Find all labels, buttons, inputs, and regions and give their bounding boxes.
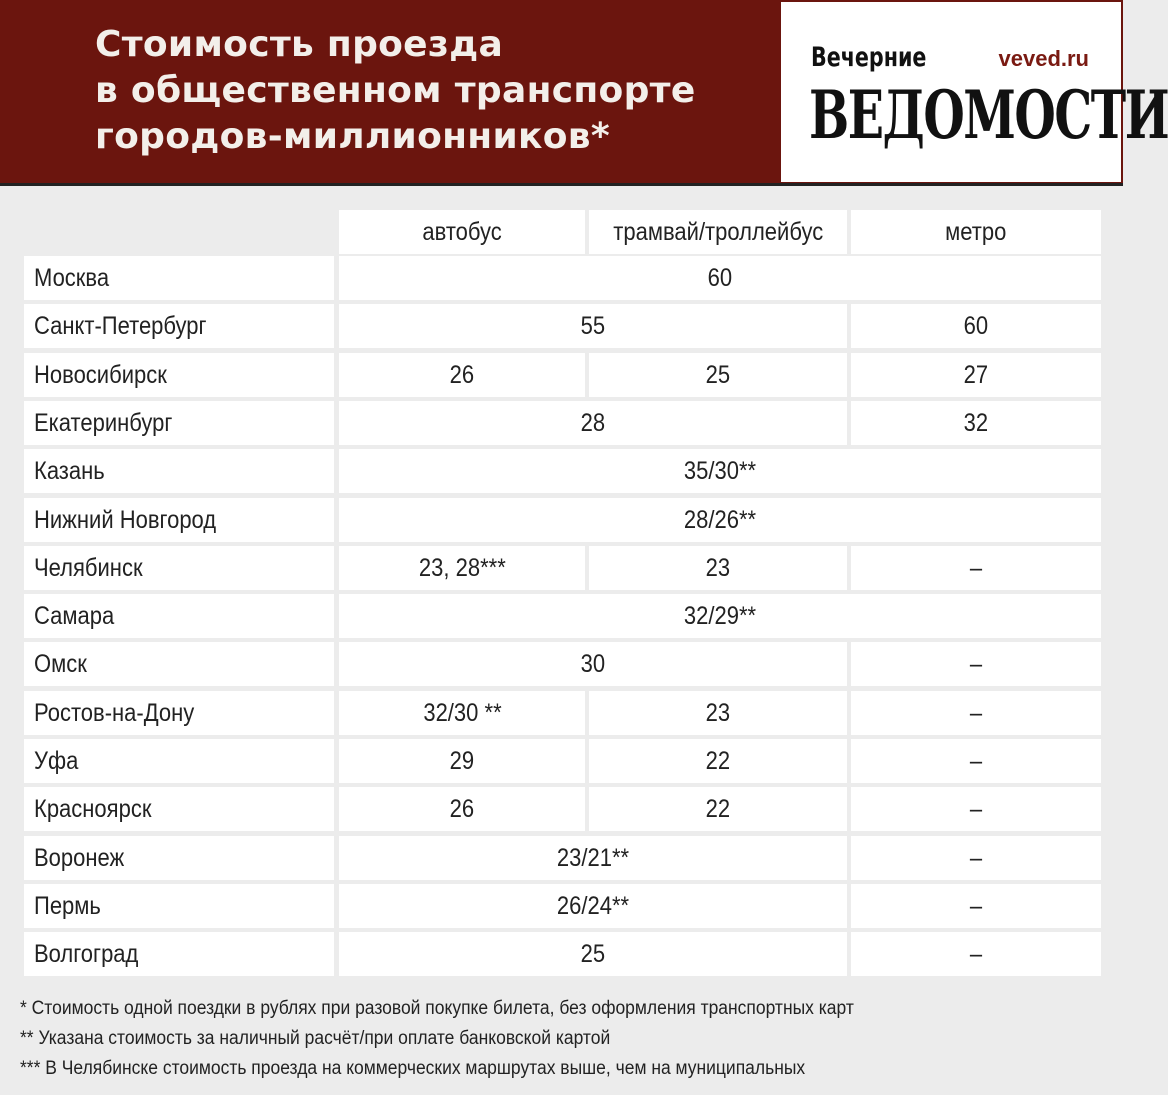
row-city-label: Казань (24, 449, 334, 493)
fare-cell: 26 (339, 353, 585, 397)
fare-cell: 23/21** (339, 836, 847, 880)
fare-cell: 26 (339, 787, 585, 831)
row-city-label: Санкт-Петербург (24, 304, 334, 348)
fare-cell: 22 (589, 739, 847, 783)
title-line: в общественном транспорте (95, 70, 696, 111)
row-city-label: Нижний Новгород (24, 498, 334, 542)
header-banner (0, 0, 1168, 186)
fare-cell: 32/30 ** (339, 691, 585, 735)
row-city-label: Красноярск (24, 787, 334, 831)
fare-cell: – (851, 691, 1101, 735)
fare-cell: 26/24** (339, 884, 847, 928)
logo-big-text: ВЕДОМОСТИ (809, 76, 1168, 154)
fare-cell: 60 (339, 256, 1101, 300)
fare-cell: – (851, 546, 1101, 590)
column-header: трамвай/троллейбус (589, 210, 847, 254)
logo-small-text: Вечерние (811, 42, 927, 73)
fare-cell: – (851, 642, 1101, 686)
fare-cell: 35/30** (339, 449, 1101, 493)
fare-cell: – (851, 932, 1101, 976)
footnote: *** В Челябинске стоимость проезда на коммерческих маршрутах выше, чем на муниципальных (20, 1058, 806, 1079)
row-city-label: Самара (24, 594, 334, 638)
fare-cell: 27 (851, 353, 1101, 397)
row-city-label: Челябинск (24, 546, 334, 590)
row-city-label: Москва (24, 256, 334, 300)
title-line: Стоимость проезда (95, 24, 504, 65)
fare-cell: 23 (589, 691, 847, 735)
fare-cell: – (851, 787, 1101, 831)
fare-cell: 29 (339, 739, 585, 783)
fare-cell: 30 (339, 642, 847, 686)
logo-url: veved.ru (998, 46, 1089, 71)
footnote: * Стоимость одной поездки в рублях при разовой покупке билета, без оформления транспортных карт (20, 998, 854, 1019)
fare-cell: 22 (589, 787, 847, 831)
fare-cell: 25 (589, 353, 847, 397)
row-city-label: Уфа (24, 739, 334, 783)
row-city-label: Пермь (24, 884, 334, 928)
row-city-label: Новосибирск (24, 353, 334, 397)
fare-cell: – (851, 739, 1101, 783)
footnote: ** Указана стоимость за наличный расчёт/при оплате банковской картой (20, 1028, 611, 1049)
page-title (95, 22, 696, 160)
row-city-label: Омск (24, 642, 334, 686)
row-city-label: Ростов-на-Дону (24, 691, 334, 735)
fare-cell: 32 (851, 401, 1101, 445)
fare-cell: 55 (339, 304, 847, 348)
fare-cell: 25 (339, 932, 847, 976)
fare-cell: 23, 28*** (339, 546, 585, 590)
row-city-label: Воронеж (24, 836, 334, 880)
fare-cell: – (851, 836, 1101, 880)
fare-cell: 28 (339, 401, 847, 445)
fare-cell: – (851, 884, 1101, 928)
footnotes (20, 994, 926, 1084)
column-header: автобус (339, 210, 585, 254)
fare-cell: 32/29** (339, 594, 1101, 638)
row-city-label: Екатеринбург (24, 401, 334, 445)
fare-cell: 28/26** (339, 498, 1101, 542)
newspaper-logo (781, 2, 1168, 182)
column-header: метро (851, 210, 1101, 254)
fare-cell: 60 (851, 304, 1101, 348)
fare-cell: 23 (589, 546, 847, 590)
row-city-label: Волгоград (24, 932, 334, 976)
title-line: городов-миллионников* (95, 116, 610, 157)
